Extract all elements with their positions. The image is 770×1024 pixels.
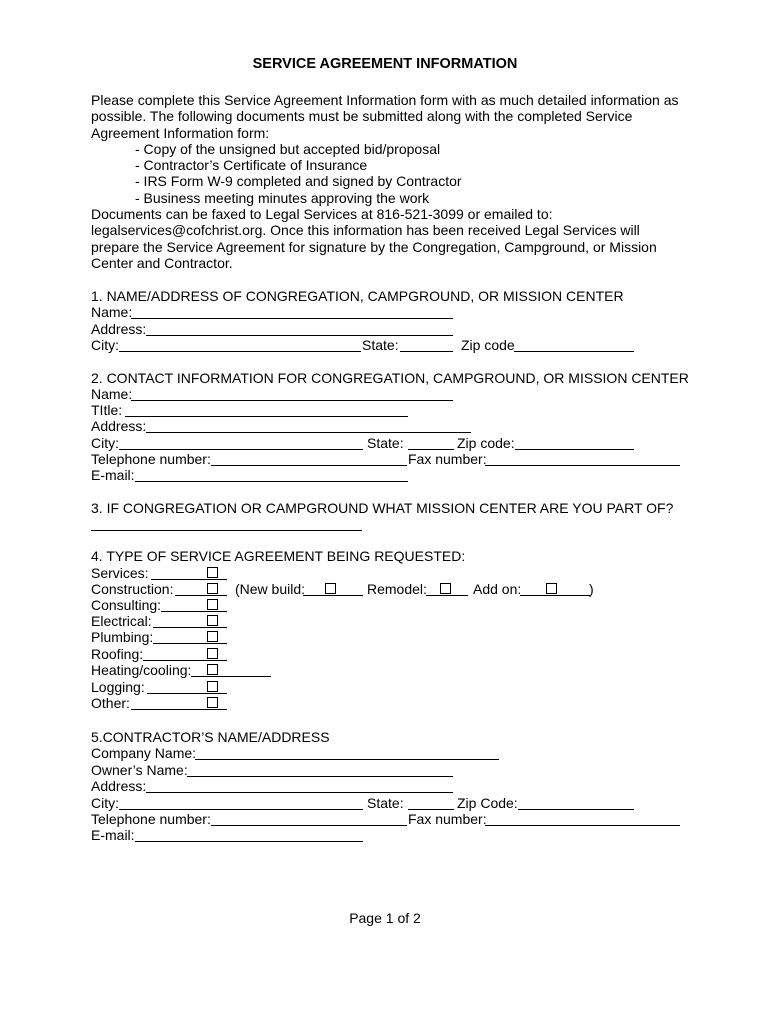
consulting-checkbox[interactable] xyxy=(207,599,218,610)
intro-line: possible. The following documents must be submitted along with the completed Service xyxy=(91,108,633,125)
email-label: E-mail: xyxy=(91,467,135,483)
contact-zip-field[interactable] xyxy=(515,449,634,450)
underline xyxy=(143,660,227,661)
construction-label: Construction: xyxy=(91,581,174,597)
contact-state-field[interactable] xyxy=(408,449,454,450)
city-label: City: xyxy=(91,795,119,811)
underline xyxy=(153,643,227,644)
section3-heading: 3. IF CONGREGATION OR CAMPGROUND WHAT MISSION CENTER ARE YOU PART OF? xyxy=(91,500,674,516)
email-label: E-mail: xyxy=(91,827,135,843)
section5-heading: 5.CONTRACTOR’S NAME/ADDRESS xyxy=(91,729,330,745)
underline xyxy=(191,676,271,677)
new-build-checkbox[interactable] xyxy=(325,583,336,594)
heating-checkbox[interactable] xyxy=(207,664,218,675)
bullet-item: - Contractor’s Certificate of Insurance xyxy=(135,157,368,174)
contact-telephone-field[interactable] xyxy=(211,465,407,466)
services-label: Services: xyxy=(91,565,149,581)
underline xyxy=(303,595,363,596)
new-build-label: (New build: xyxy=(235,581,306,597)
city-label: City: xyxy=(91,435,119,451)
name-label: Name: xyxy=(91,386,133,402)
underline xyxy=(153,627,227,628)
underline xyxy=(151,579,227,580)
underline xyxy=(175,595,227,596)
contractor-city-field[interactable] xyxy=(119,809,363,810)
intro-line: Agreement Information form: xyxy=(91,124,270,141)
underline xyxy=(147,693,227,694)
fax-label: Fax number: xyxy=(408,811,487,827)
underline xyxy=(426,595,468,596)
telephone-label: Telephone number: xyxy=(91,451,211,467)
contractor-telephone-field[interactable] xyxy=(211,825,407,826)
page-number: Page 1 of 2 xyxy=(349,910,421,926)
close-paren: ) xyxy=(589,581,594,597)
remodel-label: Remodel: xyxy=(367,581,427,597)
logging-checkbox[interactable] xyxy=(207,681,218,692)
bullet-item: - Copy of the unsigned but accepted bid/proposal xyxy=(135,140,441,157)
name-label: Name: xyxy=(91,304,133,320)
underline xyxy=(131,709,227,710)
services-checkbox[interactable] xyxy=(207,567,218,578)
contractor-email-field[interactable] xyxy=(135,841,363,842)
contact-title-field[interactable] xyxy=(125,416,408,417)
zip-field[interactable] xyxy=(514,351,634,352)
heating-label: Heating/cooling: xyxy=(91,662,192,678)
roofing-checkbox[interactable] xyxy=(207,648,218,659)
city-label: City: xyxy=(91,337,119,353)
zip-label: Zip Code: xyxy=(457,795,518,811)
other-label: Other: xyxy=(91,695,130,711)
contact-email-field[interactable] xyxy=(135,481,408,482)
zip-label: Zip code: xyxy=(457,435,515,451)
underline xyxy=(520,595,590,596)
section1-heading: 1. NAME/ADDRESS OF CONGREGATION, CAMPGROUND, OR MISSION CENTER xyxy=(91,288,624,304)
contact-address-field[interactable] xyxy=(146,432,471,433)
state-label: State: xyxy=(362,337,399,353)
telephone-label: Telephone number: xyxy=(91,811,211,827)
company-field[interactable] xyxy=(195,759,499,760)
intro-line: prepare the Service Agreement for signature by the Congregation, Campground, or Mission xyxy=(91,238,657,255)
roofing-label: Roofing: xyxy=(91,646,144,662)
electrical-checkbox[interactable] xyxy=(207,615,218,626)
owner-field[interactable] xyxy=(187,776,453,777)
contact-fax-field[interactable] xyxy=(485,465,680,466)
intro-line: legalservices@cofchrist.org. Once this information has been received Legal Services will xyxy=(91,222,640,239)
contractor-address-field[interactable] xyxy=(146,792,453,793)
city-field[interactable] xyxy=(119,351,361,352)
page-title: SERVICE AGREEMENT INFORMATION xyxy=(252,56,518,72)
contact-name-field[interactable] xyxy=(131,400,453,401)
address-label: Address: xyxy=(91,778,147,794)
state-label: State: xyxy=(367,435,404,451)
intro-line: Center and Contractor. xyxy=(91,254,233,271)
section2-heading: 2. CONTACT INFORMATION FOR CONGREGATION, CAMPGROUND, OR MISSION CENTER xyxy=(91,370,689,386)
bullet-item: - IRS Form W-9 completed and signed by Contractor xyxy=(135,173,462,190)
bullet-item: - Business meeting minutes approving the work xyxy=(135,189,430,206)
construction-checkbox[interactable] xyxy=(207,583,218,594)
address-field[interactable] xyxy=(146,335,453,336)
add-on-label: Add on: xyxy=(473,581,522,597)
intro-line: Please complete this Service Agreement Information form with as much detailed information as xyxy=(91,92,679,108)
consulting-label: Consulting: xyxy=(91,597,162,613)
logging-label: Logging: xyxy=(91,679,145,695)
fax-label: Fax number: xyxy=(408,451,487,467)
other-checkbox[interactable] xyxy=(207,697,218,708)
owner-label: Owner’s Name: xyxy=(91,762,188,778)
name-field[interactable] xyxy=(131,318,453,319)
add-on-checkbox[interactable] xyxy=(546,583,557,594)
section4-heading: 4. TYPE OF SERVICE AGREEMENT BEING REQUESTED: xyxy=(91,548,466,564)
intro-line: Documents can be faxed to Legal Services at 816-521-3099 or emailed to: xyxy=(91,206,553,223)
zip-label: Zip code xyxy=(461,337,515,353)
state-label: State: xyxy=(367,795,404,811)
contact-city-field[interactable] xyxy=(119,449,363,450)
company-label: Company Name: xyxy=(91,745,197,761)
contractor-zip-field[interactable] xyxy=(518,809,634,810)
remodel-checkbox[interactable] xyxy=(440,583,451,594)
address-label: Address: xyxy=(91,321,147,337)
plumbing-checkbox[interactable] xyxy=(207,631,218,642)
intro-paragraph xyxy=(91,92,691,271)
contractor-state-field[interactable] xyxy=(408,809,454,810)
state-field[interactable] xyxy=(400,351,453,352)
electrical-label: Electrical: xyxy=(91,613,152,629)
underline xyxy=(161,611,227,612)
address-label: Address: xyxy=(91,418,147,434)
plumbing-label: Plumbing: xyxy=(91,629,154,645)
mission-center-field[interactable] xyxy=(91,530,362,531)
contractor-fax-field[interactable] xyxy=(485,825,680,826)
title-label: TItle: xyxy=(91,402,123,418)
